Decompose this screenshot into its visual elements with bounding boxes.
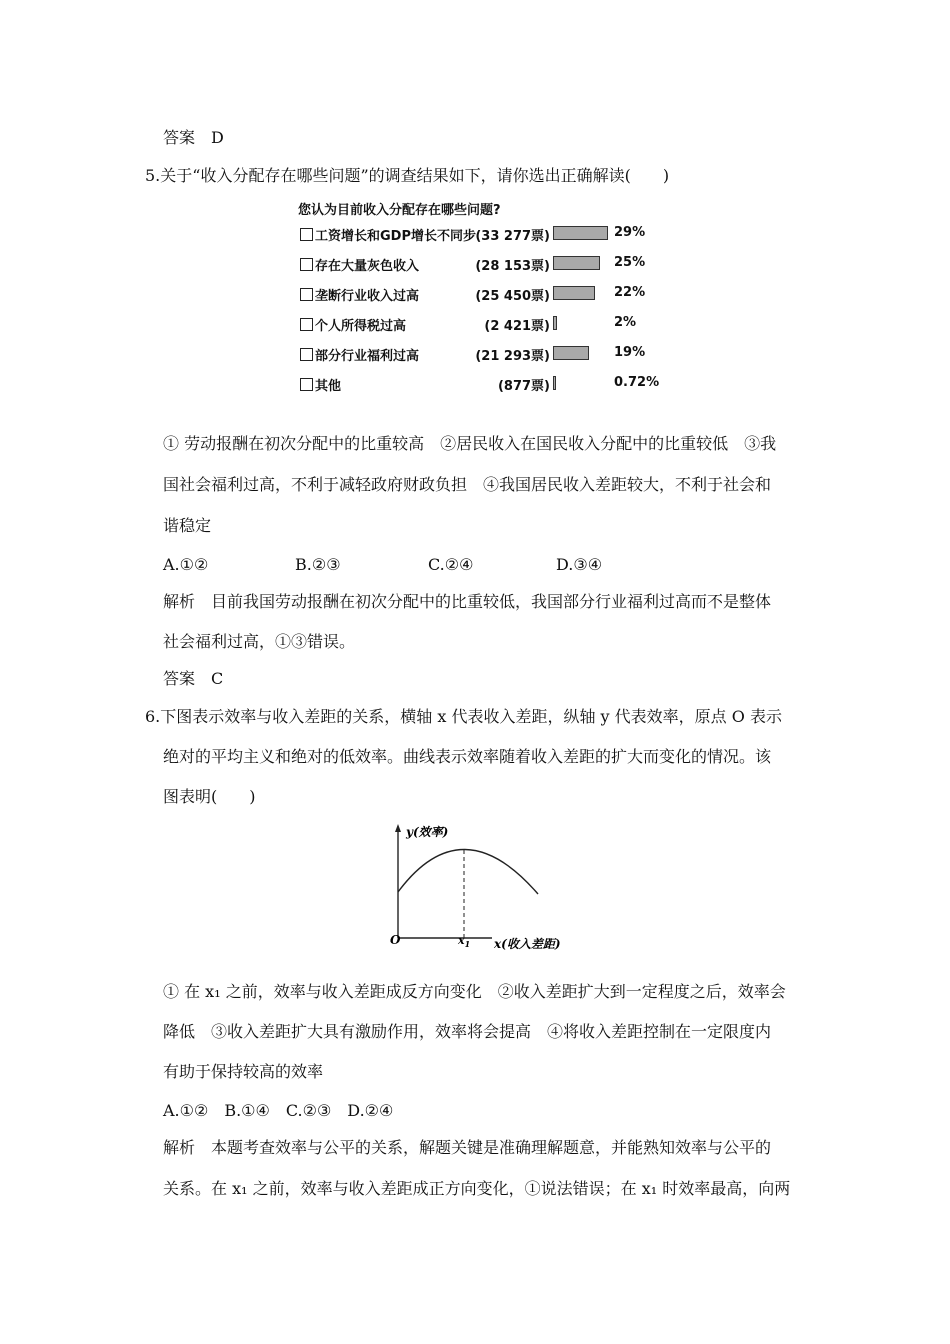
q6-analysis-line: 关系。在 x₁ 之前，效率与收入差距成正方向变化，①说法错误；在 x₁ 时效率最高，向两 xyxy=(163,1179,791,1198)
survey-row xyxy=(298,255,658,275)
q5-analysis-line: 社会福利过高，①③错误。 xyxy=(163,632,356,651)
survey-row xyxy=(298,285,658,305)
checkbox-icon xyxy=(300,318,313,331)
survey-row-percent: 2% xyxy=(614,315,637,330)
survey-row-bar xyxy=(553,346,589,360)
survey-row-label: 工资增长和GDP增长不同步 xyxy=(315,229,476,244)
q6-options: A.①② B.①④ C.②③ D.②④ xyxy=(163,1101,394,1120)
survey-row-label: 存在大量灰色收入 xyxy=(315,259,420,274)
x-axis-label: x(收入差距) xyxy=(494,937,561,951)
survey-row xyxy=(298,375,658,395)
survey-row-label: 垄断行业收入过高 xyxy=(315,289,420,304)
q5-answer: 答案 C xyxy=(163,669,224,688)
survey-row-percent: 29% xyxy=(614,225,646,240)
survey-row-percent: 22% xyxy=(614,285,646,300)
survey-row-bar xyxy=(553,376,556,390)
survey-row xyxy=(298,225,658,245)
q5-option-a: A.①② xyxy=(163,555,209,574)
q5-option-b: B.②③ xyxy=(295,555,341,574)
checkbox-icon xyxy=(300,348,313,361)
survey-row-votes: (21 293票) xyxy=(475,349,550,364)
q5-analysis-line: 解析 目前我国劳动报酬在初次分配中的比重较低，我国部分行业福利过高而不是整体 xyxy=(163,592,772,611)
survey-row-votes: (28 153票) xyxy=(475,259,550,274)
survey-title: 您认为目前收入分配存在哪些问题? xyxy=(298,203,501,218)
efficiency-curve xyxy=(398,849,538,894)
survey-row-label: 其他 xyxy=(315,379,342,394)
origin-label: O xyxy=(390,933,401,947)
survey-row-votes: (25 450票) xyxy=(475,289,550,304)
q5-option-d: D.③④ xyxy=(556,555,603,574)
survey-row-votes: (33 277票) xyxy=(475,229,550,244)
survey-row xyxy=(298,315,658,335)
survey-row-percent: 0.72% xyxy=(614,375,660,390)
survey-row-percent: 19% xyxy=(614,345,646,360)
q5-stem: 5.关于“收入分配存在哪些问题”的调查结果如下，请你选出正确解读( ) xyxy=(145,166,670,185)
q5-statement-line: 谐稳定 xyxy=(163,516,212,535)
survey-row-bar xyxy=(553,226,608,240)
checkbox-icon xyxy=(300,228,313,241)
checkbox-icon xyxy=(300,288,313,301)
efficiency-curve-figure xyxy=(388,822,588,954)
q6-analysis-line: 解析 本题考查效率与公平的关系，解题关键是准确理解题意，并能熟知效率与公平的 xyxy=(163,1138,772,1157)
survey-row xyxy=(298,345,658,365)
survey-row-label: 部分行业福利过高 xyxy=(315,349,420,364)
checkbox-icon xyxy=(300,258,313,271)
survey-row-votes: (2 421票) xyxy=(484,319,550,334)
q5-statement-line: ① 劳动报酬在初次分配中的比重较高 ②居民收入在国民收入分配中的比重较低 ③我 xyxy=(163,434,777,453)
survey-figure xyxy=(298,199,658,399)
q6-stem-line: 图表明( ) xyxy=(163,787,256,806)
q6-statement-line: 降低 ③收入差距扩大具有激励作用，效率将会提高 ④将收入差距控制在一定限度内 xyxy=(163,1022,772,1041)
survey-row-bar xyxy=(553,286,595,300)
survey-row-votes: (877票) xyxy=(497,379,550,394)
q5-option-c: C.②④ xyxy=(428,555,474,574)
survey-row-bar xyxy=(553,316,557,330)
survey-row-label: 个人所得税过高 xyxy=(315,319,407,334)
previous-answer: 答案 D xyxy=(163,128,224,147)
q6-stem-line: 6.下图表示效率与收入差距的关系，横轴 x 代表收入差距，纵轴 y 代表效率，原点 O 表示 xyxy=(145,707,782,726)
survey-row-bar xyxy=(553,256,600,270)
y-axis-arrow-icon xyxy=(395,824,401,832)
q5-statement-line: 国社会福利过高，不利于减轻政府财政负担 ④我国居民收入差距较大，不利于社会和 xyxy=(163,475,772,494)
survey-row-percent: 25% xyxy=(614,255,646,270)
y-axis-label: y(效率) xyxy=(406,825,449,839)
x1-label: $x_1$ xyxy=(458,934,471,949)
checkbox-icon xyxy=(300,378,313,391)
q6-statement-line: ① 在 x₁ 之前，效率与收入差距成反方向变化 ②收入差距扩大到一定程度之后，效率会 xyxy=(163,982,786,1001)
q6-stem-line: 绝对的平均主义和绝对的低效率。曲线表示效率随着收入差距的扩大而变化的情况。该 xyxy=(163,747,772,766)
q6-statement-line: 有助于保持较高的效率 xyxy=(163,1062,324,1081)
